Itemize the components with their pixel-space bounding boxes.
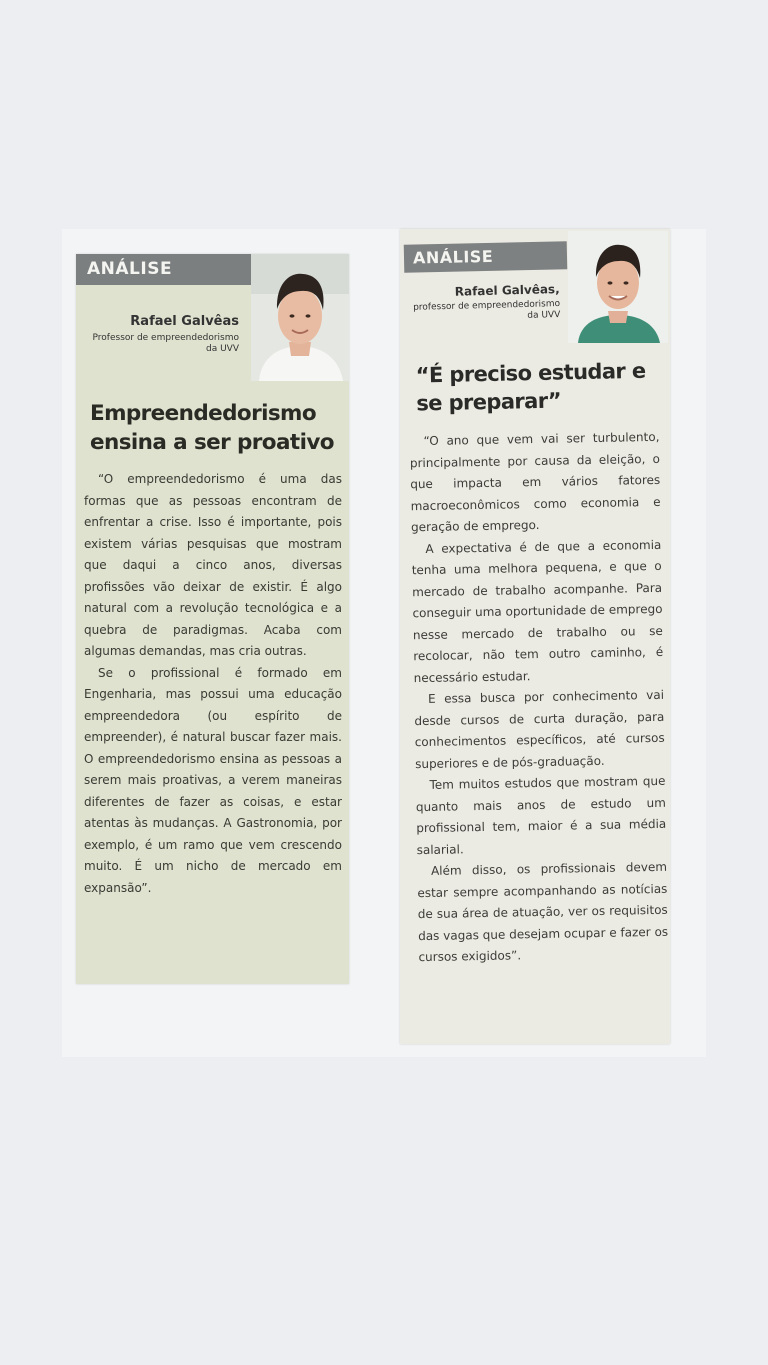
left-news-clipping xyxy=(76,254,349,984)
article-paragraph: Se o profissional é formado em Engenharia, mas possui uma educação empreendedora (ou espírito de empreender), é natural buscar fazer mais. O empreendedorismo ensina as pessoas a serem mais proativas, a verem maneiras diferentes de fazer as coisas, e estar atentas às mudanças. A Gastronomia, por exemplo, é um ramo que vem crescendo muito. É um nicho de mercado em expansão”. xyxy=(84,665,342,895)
article-paragraph: “O ano que vem vai ser turbulento, principalmente por causa da eleição, o que impacta em vários fatores macroeconômicos como economia e geração de emprego. xyxy=(409,429,661,535)
article-paragraph: “O empreendedorismo é uma das formas que as pessoas encontram de enfrentar a crise. Isso é importante, pois existem várias pesquisas que mostram que daqui a cinco anos, diversas profissões vão deixar de existir. É algo natural com a revolução tecnológica e a quebra de paradigmas. Acaba com algumas demandas, mas cria outras. xyxy=(84,472,342,658)
author-photo xyxy=(568,231,668,343)
analysis-tag: ANÁLISE xyxy=(87,259,173,279)
article-paragraph: E essa busca por conhecimento vai desde cursos de curta duração, para conhecimentos específicos, até cursos superiores e de pós-graduação. xyxy=(414,687,665,771)
author-byline xyxy=(89,314,239,355)
article-body xyxy=(409,427,668,969)
author-name: Rafael Galvêas xyxy=(130,314,239,329)
analysis-tag-bar xyxy=(76,254,251,285)
author-role: professor de empreendedorismo da UVV xyxy=(413,299,561,321)
article-headline: Empreendedorismo ensina a ser proativo xyxy=(90,401,334,455)
author-byline xyxy=(410,282,561,325)
author-name: Rafael Galvêas, xyxy=(454,282,560,299)
analysis-tag: ANÁLISE xyxy=(412,246,494,268)
article-body xyxy=(84,469,342,899)
analysis-tag-bar xyxy=(404,241,568,272)
right-news-clipping xyxy=(400,229,670,1044)
article-headline: “É preciso estudar e se preparar” xyxy=(415,358,646,416)
article-paragraph: Tem muitos estudos que mostram que quanto mais anos de estudo um profissional tem, maior é a sua média salarial. xyxy=(415,773,667,857)
author-photo xyxy=(251,254,349,381)
author-role: Professor de empreendedorismo da UVV xyxy=(92,333,239,354)
article-paragraph: Além disso, os profissionais devem estar sempre acompanhando as notícias de sua área de atuação, ver os requisitos das vagas que desejam ocupar e fazer os cursos exigidos”. xyxy=(417,859,669,965)
article-paragraph: A expectativa é de que a economia tenha uma melhora pequena, e que o mercado de trabalho acompanhe. Para conseguir uma oportunidade de emprego nesse mercado de trabalho ou se recolocar, não tem outro caminho, é necessário estudar. xyxy=(411,537,664,685)
